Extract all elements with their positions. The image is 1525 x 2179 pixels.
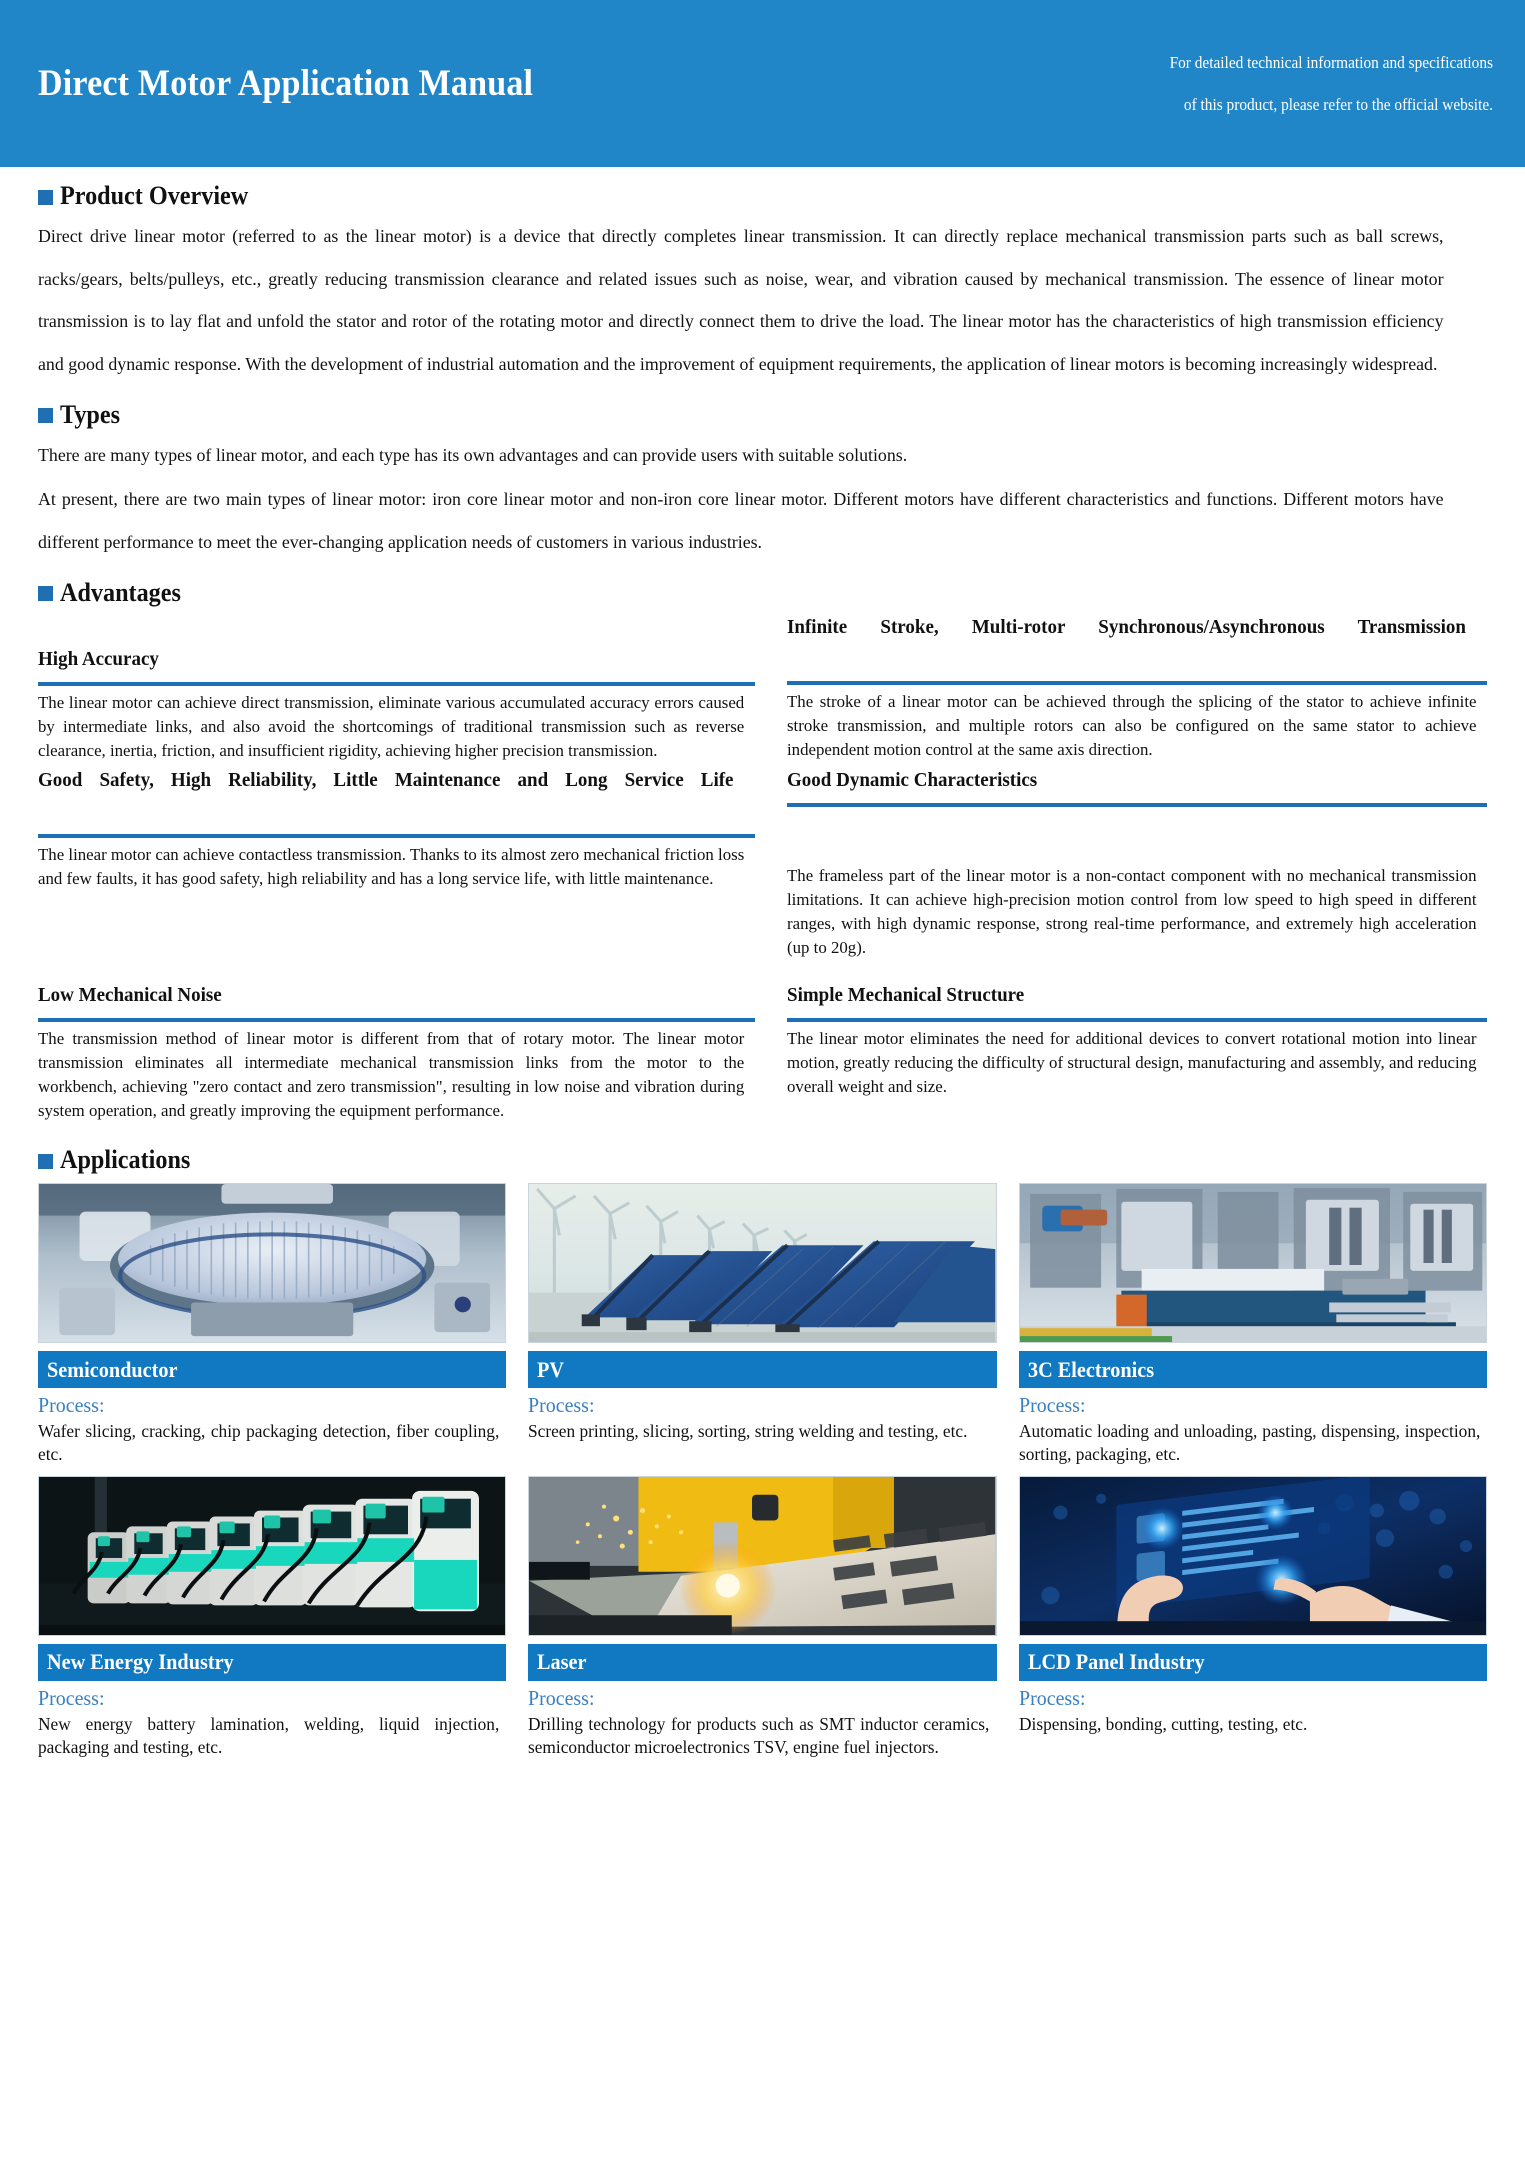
advantage-divider <box>38 682 755 686</box>
application-title-bar <box>1019 1351 1487 1388</box>
applications-grid-row-1 <box>38 1183 1487 1467</box>
application-process-label: Process: <box>528 1393 595 1418</box>
advantage-text: The frameless part of the linear motor is a non-contact component with no mechanical transmission limitations. It can achieve high-precision motion control from low speed to high speed in different ranges, with high dynamic response, strong real-time performance, and extremely high acceleration (up to 20g). <box>787 865 1477 957</box>
section-title-types: Types <box>60 399 121 429</box>
application-process-label: Process: <box>1018 1393 1086 1418</box>
types-paragraph-2: At present, there are two main types of linear motor: iron core linear motor and non-iron core linear motor. Different motors have different characteristics and functions. Different motors have different performance to meet the ever-changing application needs of customers in various industries. <box>38 489 1444 553</box>
application-card-3c-electronics[interactable] <box>1019 1183 1487 1467</box>
application-description: Screen printing, slicing, sorting, string welding and testing, etc. <box>528 1421 968 1442</box>
application-name: Semiconductor <box>47 1356 178 1382</box>
advantage-heading: High Accuracy <box>38 648 159 670</box>
advantage-card-good-dynamic <box>787 765 1487 960</box>
application-name: 3C Electronics <box>1027 1356 1154 1382</box>
advantage-text: The linear motor can achieve contactless transmission. Thanks to its almost zero mechanical friction loss and few faults, it has good safety, high reliability and has a long service life, with little maintenance. <box>38 845 745 889</box>
touchscreen-panel-photo <box>1019 1476 1487 1636</box>
advantage-heading: Infinite Stroke, Multi-rotor Synchronous/Asynchronous Transmission <box>787 616 1466 638</box>
advantage-card-good-safety <box>38 765 755 960</box>
application-card-pv[interactable] <box>528 1183 996 1467</box>
square-bullet-icon <box>38 408 53 423</box>
advantage-card-simple-structure <box>787 962 1487 1123</box>
section-title-advantages: Advantages <box>60 577 181 607</box>
applications-grid-row-2 <box>38 1476 1487 1760</box>
application-description: Drilling technology for products such as SMT inductor ceramics, semiconductor microelectronics TSV, engine fuel injectors. <box>528 1713 990 1758</box>
application-card-semiconductor[interactable] <box>38 1183 506 1467</box>
application-process-label: Process: <box>38 1393 105 1418</box>
page-title: Direct Motor Application Manual <box>38 63 534 104</box>
square-bullet-icon <box>38 586 53 601</box>
header-note <box>1063 41 1493 125</box>
advantage-heading: Low Mechanical Noise <box>38 984 222 1006</box>
page-header <box>0 0 1525 167</box>
advantage-divider <box>38 1018 755 1022</box>
square-bullet-icon <box>38 190 53 205</box>
application-card-new-energy-industry[interactable] <box>38 1476 506 1760</box>
application-description: New energy battery lamination, welding, liquid injection, packaging and testing, etc. <box>38 1713 500 1758</box>
section-header-applications <box>38 1145 1487 1175</box>
application-description: Dispensing, bonding, cutting, testing, etc. <box>1018 1713 1307 1734</box>
advantage-heading: Simple Mechanical Structure <box>787 984 1025 1006</box>
advantages-grid <box>38 612 1487 1125</box>
application-process-label: Process: <box>38 1685 105 1710</box>
production-line-photo <box>1019 1183 1487 1343</box>
advantage-divider <box>38 834 755 838</box>
section-title-product-overview: Product Overview <box>60 181 249 210</box>
application-process-label: Process: <box>1018 1685 1086 1710</box>
advantage-card-infinite-stroke <box>787 612 1487 763</box>
square-bullet-icon <box>38 1154 53 1169</box>
application-title-bar <box>38 1351 506 1388</box>
advantage-text: The stroke of a linear motor can be achieved through the splicing of the stator to achieve infinite stroke transmission, and multiple rotors can also be configured on the same stator to achieve independent motion control at the same axis direction. <box>787 692 1477 760</box>
laser-cutting-photo <box>528 1476 996 1636</box>
section-header-product-overview <box>38 181 1487 211</box>
application-description: Wafer slicing, cracking, chip packaging detection, fiber coupling, etc. <box>38 1421 500 1465</box>
advantage-divider <box>787 1018 1487 1022</box>
section-header-types <box>38 400 1487 430</box>
advantage-card-low-noise <box>38 962 755 1123</box>
advantage-text: The linear motor can achieve direct transmission, eliminate various accumulated accuracy errors caused by intermediate links, and also avoid the shortcomings of traditional transmission such as reverse clearance, inertia, friction, and insufficient rigidity, achieving higher precision transmission. <box>38 692 745 760</box>
application-card-lcd-panel-industry[interactable] <box>1019 1476 1487 1760</box>
advantage-text: The transmission method of linear motor is different from that of rotary motor. The linear motor transmission eliminates all intermediate mechanical transmission links from the motor to the workbench, achieving "zero contact and zero transmission", resulting in low noise and vibration during system operation, and greatly improving the equipment performance. <box>38 1028 745 1120</box>
header-note-line2: of this product, please refer to the official website. <box>1183 94 1493 114</box>
advantage-heading: Good Safety, High Reliability, Little Maintenance and Long Service Life <box>38 769 734 791</box>
advantage-card-high-accuracy <box>38 612 755 763</box>
application-name: Laser <box>537 1649 587 1675</box>
application-name: PV <box>537 1356 565 1382</box>
application-title-bar <box>1019 1644 1487 1681</box>
application-process-label: Process: <box>528 1685 595 1710</box>
solar-panel-wind-turbine-photo <box>528 1183 996 1343</box>
page-body <box>0 181 1525 1760</box>
section-title-applications: Applications <box>60 1145 191 1175</box>
ev-charging-stations-photo <box>38 1476 506 1636</box>
advantage-heading: Good Dynamic Characteristics <box>787 769 1038 791</box>
header-note-line1: For detailed technical information and specifications <box>1169 52 1493 72</box>
section-header-advantages <box>38 578 1487 608</box>
application-card-laser[interactable] <box>528 1476 996 1760</box>
semiconductor-wafer-photo <box>38 1183 506 1343</box>
application-title-bar <box>38 1644 506 1681</box>
product-overview-paragraph: Direct drive linear motor (referred to as the linear motor) is a device that directly completes linear transmission. It can directly replace mechanical transmission parts such as ball screws, racks/gears, belts/pulleys, etc., greatly reducing transmission clearance and related issues such as noise, wear, and vibration caused by mechanical transmission. The essence of linear motor transmission is to lay flat and unfold the stator and rotor of the rotating motor and directly connect them to drive the load. The linear motor has the characteristics of high transmission efficiency and good dynamic response. With the development of industrial automation and the improvement of equipment requirements, the application of linear motors is becoming increasingly widespread. <box>38 226 1444 375</box>
types-paragraph-1: There are many types of linear motor, and each type has its own advantages and can provide users with suitable solutions. <box>38 444 908 465</box>
application-description: Automatic loading and unloading, pasting, dispensing, inspection, sorting, packaging, etc. <box>1018 1421 1480 1465</box>
application-title-bar <box>528 1351 996 1388</box>
application-name: New Energy Industry <box>47 1649 234 1675</box>
advantage-divider <box>787 681 1487 685</box>
application-name: LCD Panel Industry <box>1027 1649 1205 1675</box>
application-title-bar <box>528 1644 996 1681</box>
advantage-divider <box>787 803 1487 807</box>
advantage-text: The linear motor eliminates the need for additional devices to convert rotational motion into linear motion, greatly reducing the difficulty of structural design, manufacturing and assembly, and reducing overall weight and size. <box>787 1028 1477 1096</box>
